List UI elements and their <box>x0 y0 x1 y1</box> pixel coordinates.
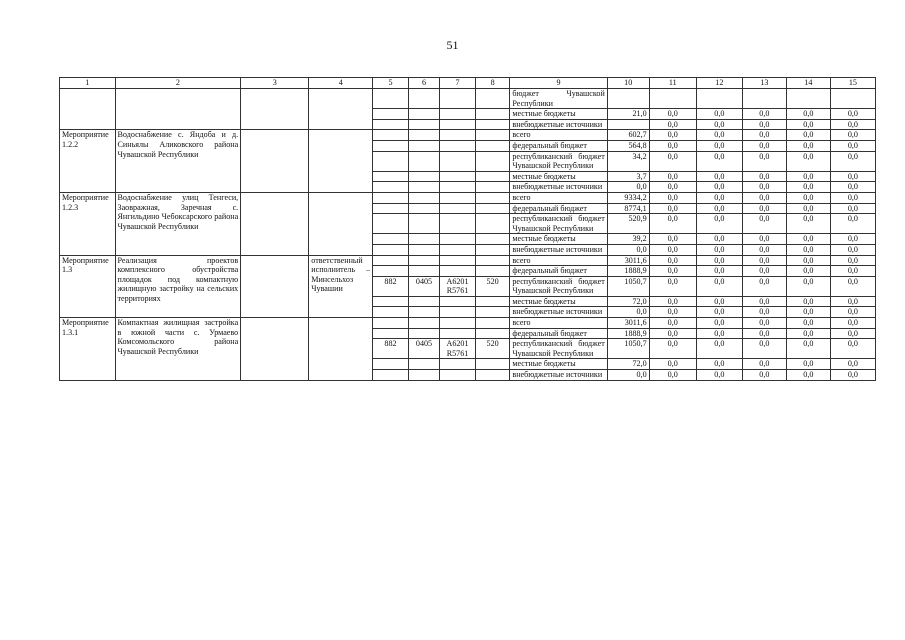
col-header: 7 <box>440 78 476 89</box>
value-cell: 0,0 <box>649 276 696 296</box>
funding-source: местные бюджеты <box>510 109 607 120</box>
value-cell: 0,0 <box>696 140 742 151</box>
value-cell: 0,0 <box>786 339 830 359</box>
value-cell: 0,0 <box>786 182 830 193</box>
value-cell: 0,0 <box>649 234 696 245</box>
measure-label: Мероприятие 1.3.1 <box>60 318 116 381</box>
value-cell: 0,0 <box>830 151 875 171</box>
value-cell: 0,0 <box>830 318 875 329</box>
value-cell: 0,0 <box>649 266 696 277</box>
value-cell: 0,0 <box>742 203 786 214</box>
code-rz: 0405 <box>408 339 439 359</box>
value-cell: 0,0 <box>649 307 696 318</box>
value-cell: 3011,6 <box>607 318 649 329</box>
col-header: 6 <box>408 78 439 89</box>
measure-label: Мероприятие 1.2.3 <box>60 192 116 255</box>
value-cell: 0,0 <box>649 203 696 214</box>
value-cell: 0,0 <box>786 214 830 234</box>
value-cell: 602,7 <box>607 130 649 141</box>
col-header: 4 <box>309 78 373 89</box>
value-cell: 0,0 <box>830 192 875 203</box>
code-vr: 520 <box>475 339 510 359</box>
value-cell: 0,0 <box>649 119 696 130</box>
value-cell: 1888,9 <box>607 328 649 339</box>
funding-source: местные бюджеты <box>510 296 607 307</box>
value-cell: 0,0 <box>742 171 786 182</box>
measure-name: Водоснабжение улиц Тенгеси, Заовражная, Заречная с. Янгильдино Чебоксарского района Чувашской Республики <box>115 192 241 255</box>
value-cell: 0,0 <box>742 214 786 234</box>
value-cell: 0,0 <box>830 296 875 307</box>
col-header: 10 <box>607 78 649 89</box>
value-cell: 0,0 <box>649 255 696 266</box>
value-cell: 72,0 <box>607 296 649 307</box>
value-cell: 1050,7 <box>607 339 649 359</box>
value-cell: 21,0 <box>607 109 649 120</box>
value-cell: 0,0 <box>830 214 875 234</box>
responsible-executor: ответственный исполнитель – Минсельхоз Чувашии <box>309 255 373 318</box>
value-cell: 0,0 <box>649 370 696 381</box>
value-cell: 0,0 <box>830 307 875 318</box>
value-cell: 0,0 <box>696 171 742 182</box>
col3-cell <box>241 89 309 130</box>
value-cell: 0,0 <box>649 192 696 203</box>
col-header: 13 <box>742 78 786 89</box>
funding-source: всего <box>510 130 607 141</box>
value-cell: 0,0 <box>786 255 830 266</box>
col-header: 15 <box>830 78 875 89</box>
value-cell: 0,0 <box>649 109 696 120</box>
value-cell: 0,0 <box>696 182 742 193</box>
value-cell: 0,0 <box>786 203 830 214</box>
table-row <box>60 130 876 141</box>
col-header: 9 <box>510 78 607 89</box>
value-cell: 0,0 <box>830 119 875 130</box>
value-cell: 0,0 <box>742 244 786 255</box>
value-cell: 0,0 <box>607 244 649 255</box>
col-header: 12 <box>696 78 742 89</box>
value-cell: 0,0 <box>830 234 875 245</box>
value-cell: 0,0 <box>696 318 742 329</box>
value-cell: 0,0 <box>742 109 786 120</box>
code-rz: 0405 <box>408 276 439 296</box>
measure-name: Реализация проектов комплексного обустройства площадок под компактную жилищную застройку на сельских территориях <box>115 255 241 318</box>
value-cell: 39,2 <box>607 234 649 245</box>
value-cell: 0,0 <box>786 244 830 255</box>
value-cell: 0,0 <box>742 140 786 151</box>
value-cell: 0,0 <box>696 296 742 307</box>
funding-source: республиканский бюджет Чувашской Республики <box>510 276 607 296</box>
value-cell: 0,0 <box>742 296 786 307</box>
value-cell: 0,0 <box>742 370 786 381</box>
value-cell: 0,0 <box>830 109 875 120</box>
value-cell: 0,0 <box>830 276 875 296</box>
value-cell: 0,0 <box>649 328 696 339</box>
value-cell: 0,0 <box>742 234 786 245</box>
value-cell: 0,0 <box>696 119 742 130</box>
value-cell: 0,0 <box>742 266 786 277</box>
value-cell: 1050,7 <box>607 276 649 296</box>
value-cell: 0,0 <box>786 130 830 141</box>
value-cell: 0,0 <box>830 266 875 277</box>
value-cell: 0,0 <box>786 109 830 120</box>
funding-source: местные бюджеты <box>510 234 607 245</box>
value-cell: 0,0 <box>830 339 875 359</box>
budget-table <box>59 77 876 381</box>
value-cell: 0,0 <box>742 255 786 266</box>
value-cell: 3011,6 <box>607 255 649 266</box>
table-row <box>60 89 876 109</box>
value-cell: 0,0 <box>696 370 742 381</box>
code-gr: 882 <box>373 339 409 359</box>
funding-source: внебюджетные источники <box>510 307 607 318</box>
funding-source: федеральный бюджет <box>510 203 607 214</box>
value-cell: 34,2 <box>607 151 649 171</box>
code-cs: А6201 R5761 <box>440 276 476 296</box>
funding-source: всего <box>510 255 607 266</box>
table-row <box>60 318 876 329</box>
value-cell: 0,0 <box>742 339 786 359</box>
value-cell: 0,0 <box>786 234 830 245</box>
value-cell: 0,0 <box>696 203 742 214</box>
value-cell: 0,0 <box>786 318 830 329</box>
value-cell: 0,0 <box>649 130 696 141</box>
value-cell: 0,0 <box>830 182 875 193</box>
col-header: 11 <box>649 78 696 89</box>
value-cell: 0,0 <box>696 266 742 277</box>
value-cell: 0,0 <box>696 192 742 203</box>
value-cell: 0,0 <box>696 214 742 234</box>
value-cell: 0,0 <box>607 370 649 381</box>
value-cell: 0,0 <box>742 182 786 193</box>
value-cell: 0,0 <box>696 244 742 255</box>
value-cell: 0,0 <box>786 151 830 171</box>
value-cell: 0,0 <box>786 266 830 277</box>
funding-source: внебюджетные источники <box>510 119 607 130</box>
funding-source: внебюджетные источники <box>510 182 607 193</box>
funding-source: республиканский бюджет Чувашской Республики <box>510 151 607 171</box>
col-header: 1 <box>60 78 116 89</box>
value-cell: 0,0 <box>696 151 742 171</box>
funding-source: местные бюджеты <box>510 359 607 370</box>
measure-label: Мероприятие 1.3 <box>60 255 116 318</box>
value-cell: 0,0 <box>696 255 742 266</box>
value-cell: 3,7 <box>607 171 649 182</box>
value-cell: 0,0 <box>742 276 786 296</box>
funding-source: внебюджетные источники <box>510 370 607 381</box>
value-cell: 0,0 <box>696 339 742 359</box>
header-row <box>60 78 876 89</box>
table-row <box>60 192 876 203</box>
col-header: 14 <box>786 78 830 89</box>
value-cell: 0,0 <box>830 130 875 141</box>
funding-source: внебюджетные источники <box>510 244 607 255</box>
value-cell: 0,0 <box>742 328 786 339</box>
measure-label-cell <box>60 89 116 130</box>
value-cell: 0,0 <box>742 192 786 203</box>
value-cell: 0,0 <box>830 255 875 266</box>
code-gr: 882 <box>373 276 409 296</box>
funding-source: федеральный бюджет <box>510 328 607 339</box>
table-row <box>60 255 876 266</box>
value-cell: 0,0 <box>696 276 742 296</box>
value-cell: 0,0 <box>696 109 742 120</box>
value-cell: 0,0 <box>786 171 830 182</box>
value-cell: 0,0 <box>696 307 742 318</box>
code-vr: 520 <box>475 276 510 296</box>
measure-name: Компактная жилищная застройка в южной части с. Урмаево Комсомольского района Чувашской Республики <box>115 318 241 381</box>
funding-source: бюджет Чувашской Республики <box>510 89 607 109</box>
value-cell: 0,0 <box>649 151 696 171</box>
value-cell: 0,0 <box>830 244 875 255</box>
funding-source: республиканский бюджет Чувашской Республики <box>510 214 607 234</box>
funding-source: всего <box>510 192 607 203</box>
value-cell: 0,0 <box>696 130 742 141</box>
value-cell: 0,0 <box>649 214 696 234</box>
value-cell: 0,0 <box>649 244 696 255</box>
col-header: 2 <box>115 78 241 89</box>
value-cell: 0,0 <box>649 318 696 329</box>
measure-name: Водоснабжение с. Яндоба и д. Синьялы Аликовского района Чувашской Республики <box>115 130 241 193</box>
funding-source: всего <box>510 318 607 329</box>
responsible-cell <box>309 89 373 130</box>
value-cell: 0,0 <box>786 328 830 339</box>
value-cell: 0,0 <box>742 119 786 130</box>
value-cell: 9334,2 <box>607 192 649 203</box>
col-header: 8 <box>475 78 510 89</box>
value-cell: 0,0 <box>696 328 742 339</box>
value-cell: 0,0 <box>830 203 875 214</box>
value-cell: 520,9 <box>607 214 649 234</box>
value-cell: 0,0 <box>830 140 875 151</box>
value-cell: 0,0 <box>696 359 742 370</box>
value-cell: 564,8 <box>607 140 649 151</box>
value-cell: 0,0 <box>830 359 875 370</box>
value-cell: 72,0 <box>607 359 649 370</box>
value-cell: 0,0 <box>649 359 696 370</box>
value-cell: 0,0 <box>742 151 786 171</box>
value-cell: 0,0 <box>742 130 786 141</box>
value-cell: 0,0 <box>786 359 830 370</box>
funding-source: местные бюджеты <box>510 171 607 182</box>
value-cell: 0,0 <box>607 307 649 318</box>
value-cell: 0,0 <box>786 276 830 296</box>
value-cell: 0,0 <box>607 182 649 193</box>
page-number: 51 <box>446 38 459 52</box>
value-cell: 0,0 <box>742 318 786 329</box>
value-cell: 8774,1 <box>607 203 649 214</box>
value-cell: 0,0 <box>830 171 875 182</box>
measure-name-cell <box>115 89 241 130</box>
value-cell: 0,0 <box>786 370 830 381</box>
value-cell: 0,0 <box>649 140 696 151</box>
col-header: 3 <box>241 78 309 89</box>
value-cell: 0,0 <box>649 171 696 182</box>
value-cell: 0,0 <box>742 307 786 318</box>
value-cell: 0,0 <box>786 307 830 318</box>
value-cell: 0,0 <box>649 182 696 193</box>
value-cell: 0,0 <box>786 140 830 151</box>
funding-source: федеральный бюджет <box>510 266 607 277</box>
funding-source: федеральный бюджет <box>510 140 607 151</box>
value-cell: 0,0 <box>649 296 696 307</box>
value-cell: 0,0 <box>830 370 875 381</box>
value-cell: 0,0 <box>830 328 875 339</box>
funding-source: республиканский бюджет Чувашской Республики <box>510 339 607 359</box>
value-cell: 0,0 <box>786 192 830 203</box>
value-cell: 0,0 <box>786 296 830 307</box>
col-header: 5 <box>373 78 409 89</box>
value-cell: 0,0 <box>649 339 696 359</box>
code-cs: А6201 R5761 <box>440 339 476 359</box>
value-cell: 0,0 <box>742 359 786 370</box>
value-cell: 0,0 <box>786 119 830 130</box>
measure-label: Мероприятие 1.2.2 <box>60 130 116 193</box>
value-cell: 1888,9 <box>607 266 649 277</box>
value-cell: 0,0 <box>696 234 742 245</box>
